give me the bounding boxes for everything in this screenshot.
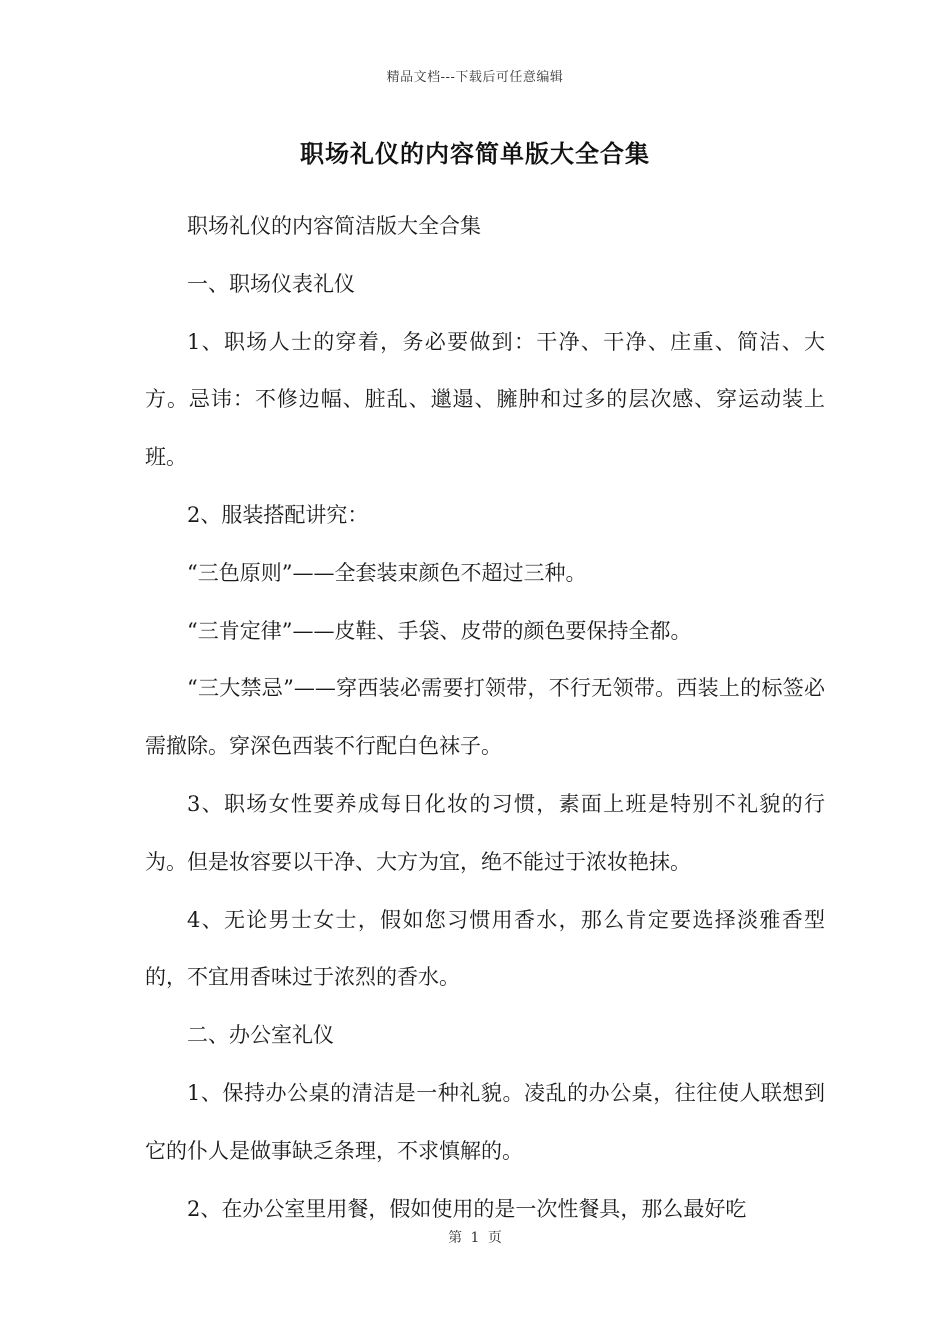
document-header-note: 精品文档---下载后可任意编辑 xyxy=(386,70,564,85)
paragraph-three-colors: “三色原则”——全套装束颜色不超过三种。 xyxy=(187,560,587,585)
paragraph-desk: 1、保持办公桌的清洁是一种礼貌。凌乱的办公桌，往往使人联想到它的仆人是做事缺乏条理，不求慎解的。 xyxy=(145,1080,825,1163)
document-body xyxy=(145,198,825,1238)
paragraph-perfume: 4、无论男士女士，假如您习惯用香水，那么肯定要选择淡雅香型的，不宜用香味过于浓烈的香水。 xyxy=(145,907,825,990)
paragraph-makeup: 3、职场女性要养成每日化妆的习惯，素面上班是特别不礼貌的行为。但是妆容要以干净、大方为宜，绝不能过于浓妆艳抹。 xyxy=(145,791,825,874)
paragraph-three-consistent: “三肯定律”——皮鞋、手袋、皮带的颜色要保持全都。 xyxy=(187,618,692,643)
paragraph-dress: 1、职场人士的穿着，务必要做到：干净、干净、庄重、简洁、大方。忌讳：不修边幅、脏乱、邋遢、臃肿和过多的层次感、穿运动装上班。 xyxy=(145,329,825,470)
paragraph-subtitle: 职场礼仪的内容简洁版大全合集 xyxy=(187,214,481,238)
paragraph-dining: 2、在办公室里用餐，假如使用的是一次性餐具，那么最好吃 xyxy=(187,1196,747,1221)
paragraph-three-taboos: “三大禁忌”——穿西装必需要打领带，不行无领带。西装上的标签必需撤除。穿深色西装不行配白色袜子。 xyxy=(145,676,825,759)
section-heading-appearance: 一、职场仪表礼仪 xyxy=(187,271,355,296)
page-number: 第 1 页 xyxy=(448,1230,502,1246)
document-title: 职场礼仪的内容简单版大全合集 xyxy=(300,139,650,168)
section-heading-office: 二、办公室礼仪 xyxy=(187,1023,334,1048)
paragraph-matching: 2、服装搭配讲究： xyxy=(187,502,369,527)
